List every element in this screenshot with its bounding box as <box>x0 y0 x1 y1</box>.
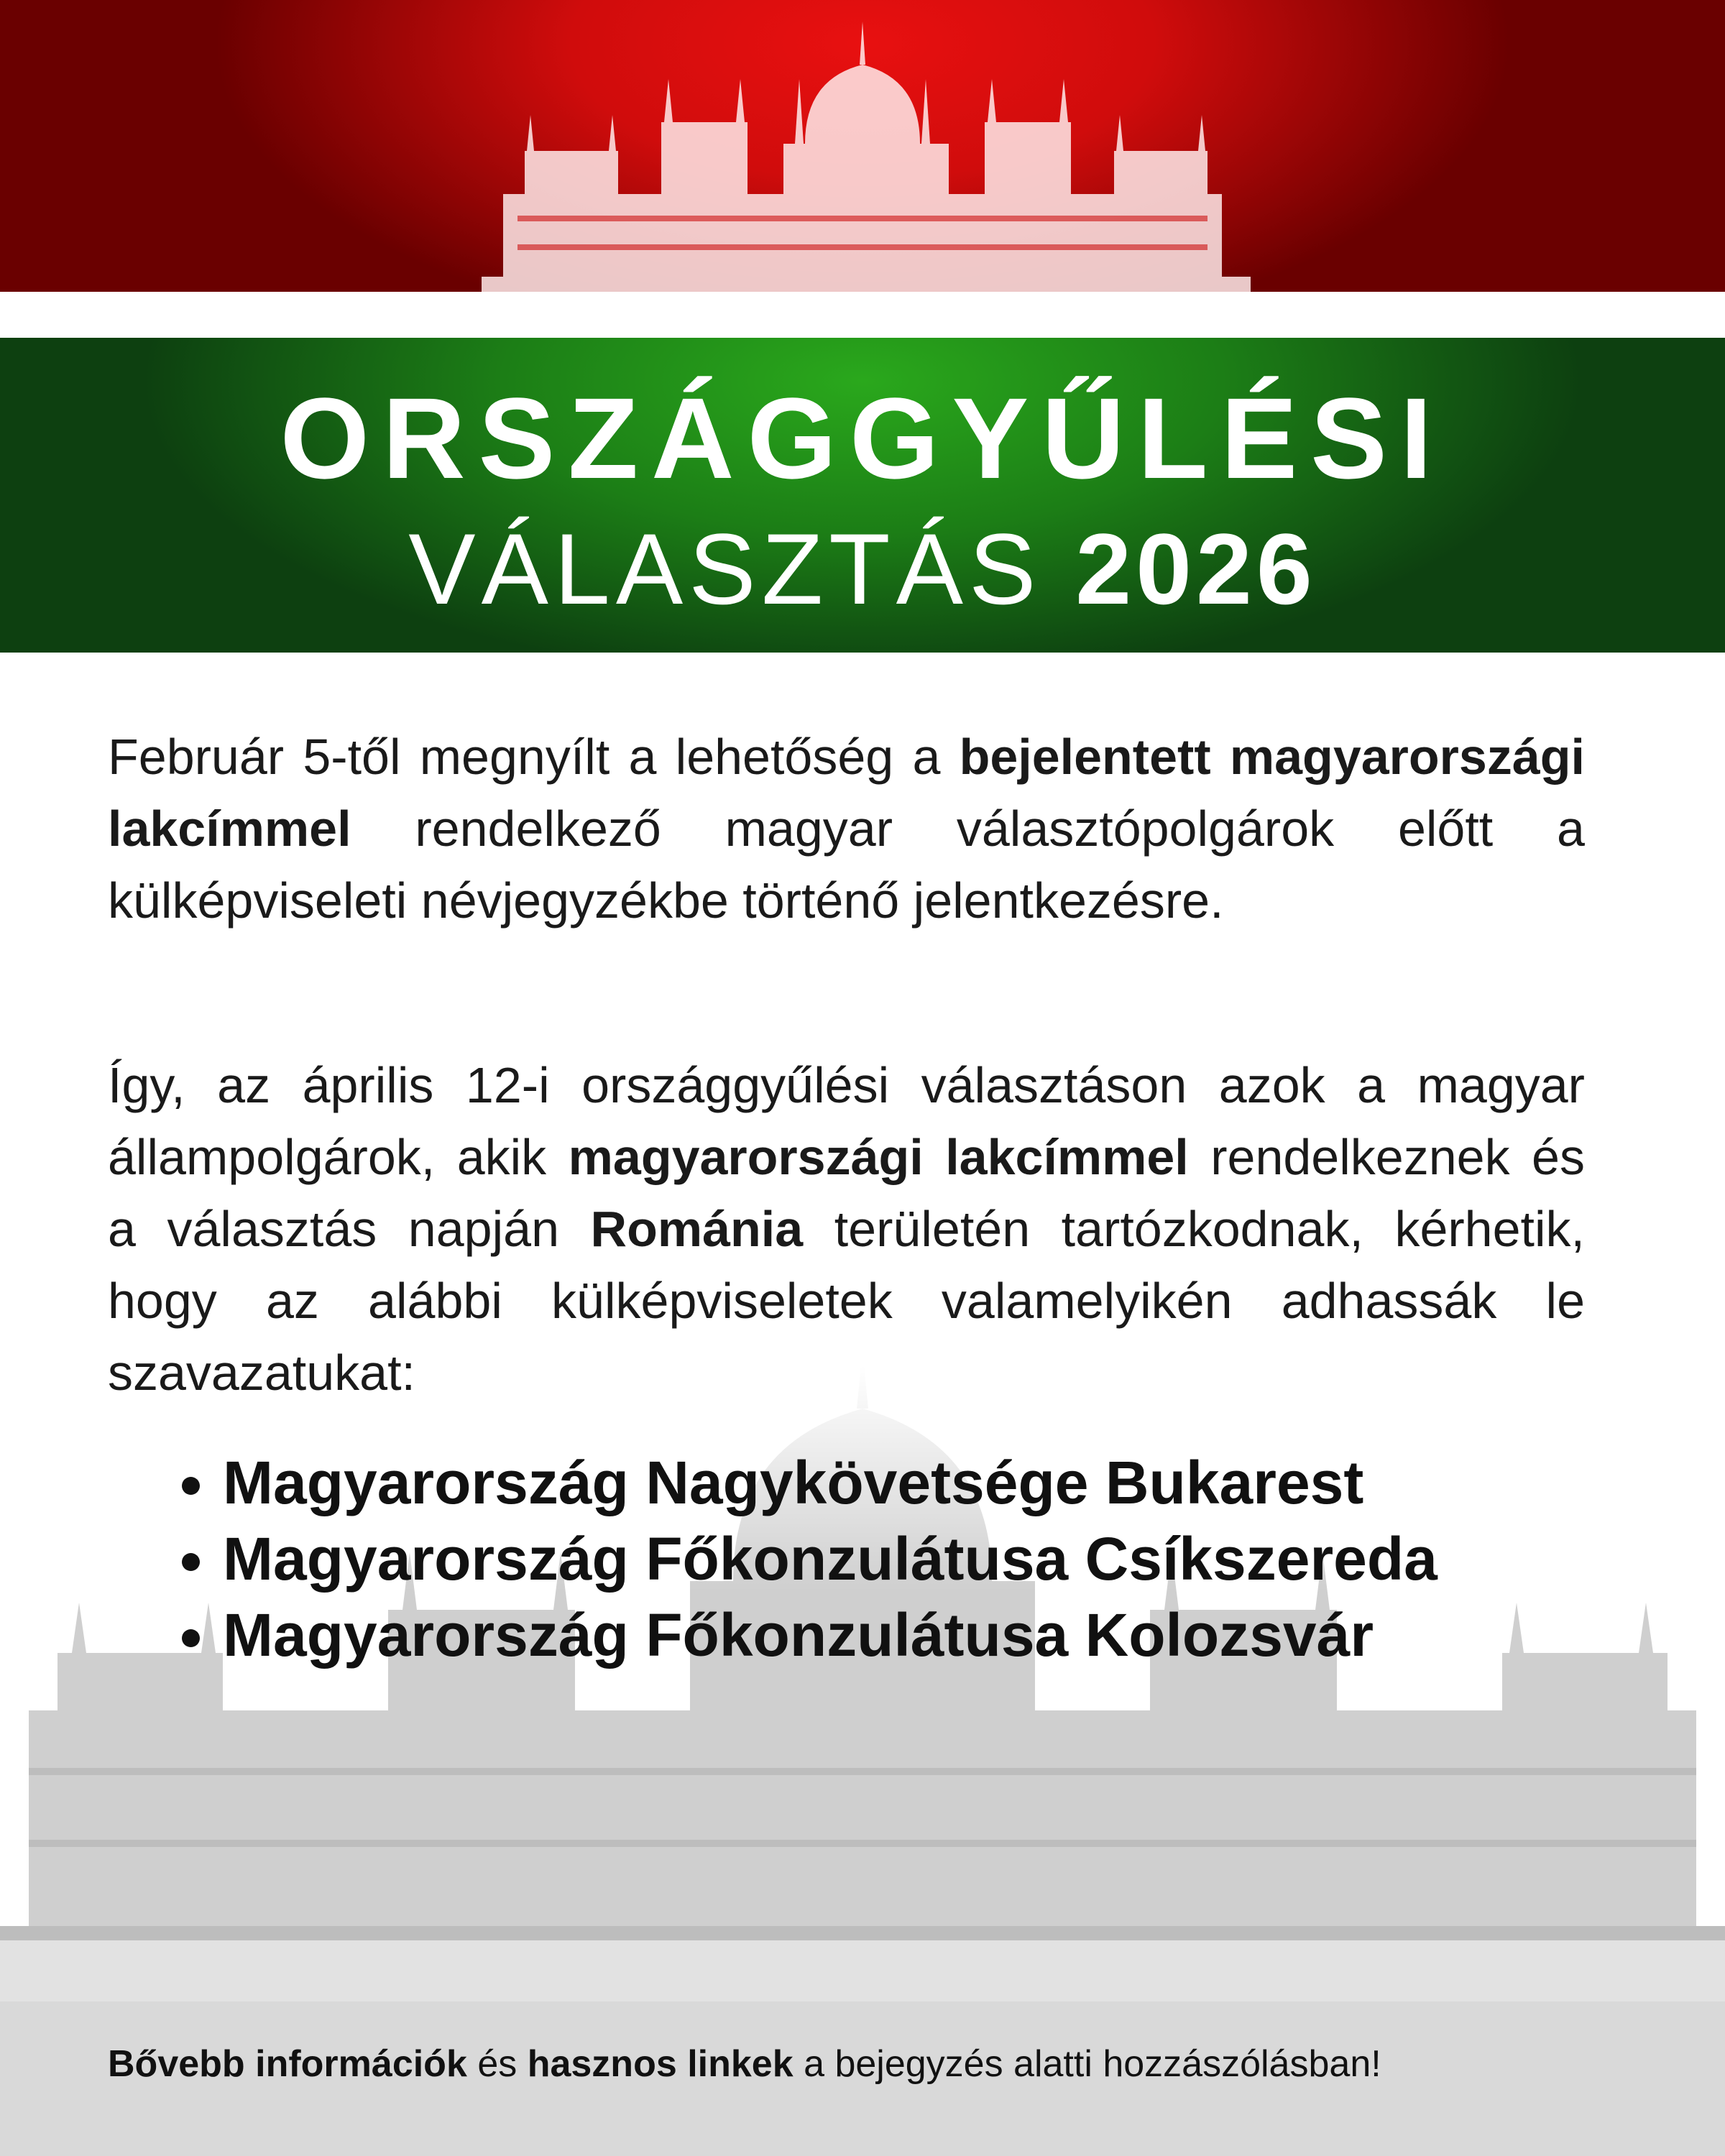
bold-segment: hasznos linkek <box>527 2043 794 2085</box>
bold-segment: magyarországi lakcímmel <box>568 1129 1189 1185</box>
text-segment: rendelkező magyar választópolgárok előtt a külképviseleti névjegyzékbe történő jelentkezésre. <box>108 801 1585 929</box>
bold-segment: Bővebb információk <box>108 2043 467 2085</box>
list-item: • Magyarország Főkonzulátusa Csíkszereda <box>223 1521 1438 1597</box>
intro-paragraph <box>108 721 1585 936</box>
footer-note <box>108 2041 1381 2087</box>
text-segment: rendelkeznek és a választás napján <box>108 1129 1585 1257</box>
page-subtitle <box>0 512 1725 627</box>
text-segment: a bejegyzés alatti hozzászólásban! <box>793 2043 1381 2085</box>
page-title: ORSZÁGGYŰLÉSI <box>280 374 1445 502</box>
list-item: • Magyarország Nagykövetsége Bukarest <box>223 1445 1438 1521</box>
bold-segment: bejelentett magyarországi lakcímmel <box>108 729 1585 857</box>
text-segment: Így, az április 12-i országgyűlési választáson azok a magyar állampolgárok, akik <box>108 1057 1585 1185</box>
subtitle-year: 2026 <box>1075 512 1317 625</box>
details-paragraph <box>108 1049 1585 1409</box>
bold-segment: Románia <box>590 1201 804 1257</box>
text-segment: Február 5-től megnyílt a lehetőség a <box>108 729 960 785</box>
text-segment: és <box>466 2043 528 2085</box>
text-segment: területén tartózkodnak, kérhetik, hogy az alábbi külképviseletek valamelyikén adhassák le szavazatukat: <box>108 1201 1585 1401</box>
header-red-band <box>0 0 1725 292</box>
subtitle-regular: VÁLASZTÁS <box>408 512 1042 625</box>
location-list <box>151 1445 1438 1673</box>
list-item: • Magyarország Főkonzulátusa Kolozsvár <box>223 1597 1438 1673</box>
parliament-building-icon <box>0 0 1725 292</box>
